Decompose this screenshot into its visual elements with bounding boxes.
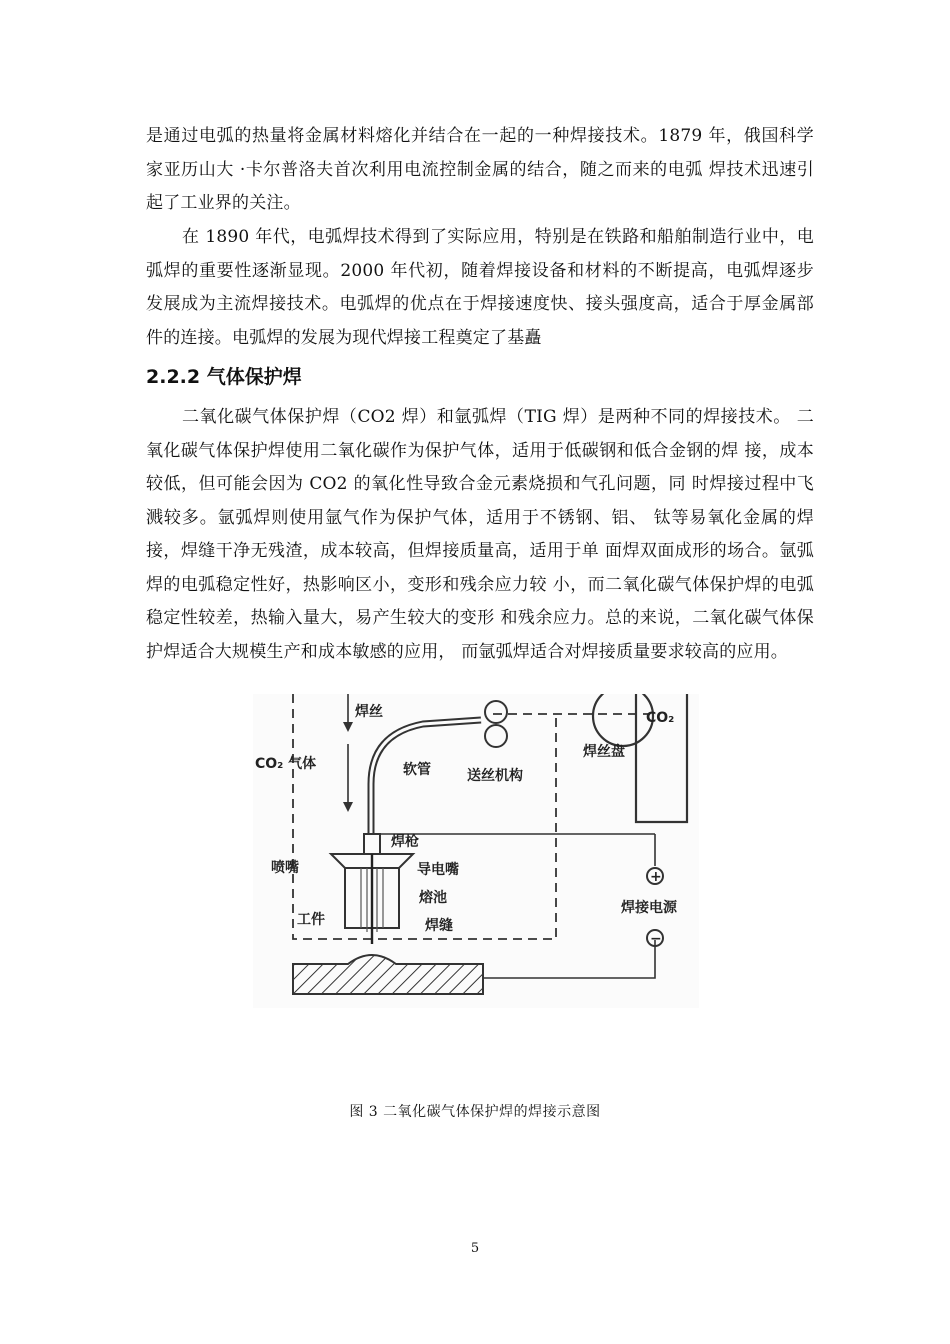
paragraph-arc-welding-history: 是通过电弧的热量将金属材料熔化并结合在一起的一种焊接技术。1879 年，俄国科学家亚历山大 ·卡尔普洛夫首次利用电流控制金属的结合，随之而来的电弧 焊技术迅速引起了工业界的关注。: [146, 126, 814, 213]
label-pool: 熔池: [419, 890, 447, 906]
paragraph-gas-shielded-welding: 二氧化碳气体保护焊（CO2 焊）和氩弧焊（TIG 焊）是两种不同的焊接技术。 二氧化碳气体保护焊使用二氧化碳作为保护气体，适用于低碳钢和低合金钢的焊 接，成本较低，但可能会因为 CO2 的氧化性导致合金元素烧损和气孔问题，同 时焊接过程中飞溅较多。氩弧焊则使用氩气作为保护气体，适用于不锈钢、铝、 钛等易氧化金属的焊接，焊缝干净无残渣，成本较高，但焊接质量高，适用于单 面焊双面成形的场合。氩弧焊的电弧稳定性好，热影响区小，变形和残余应力较 小，而二氧化碳气体保护焊的电弧稳定性较差，热输入量大，易产生较大的变形 和残余应力。总的来说，二氧化碳气体保护焊适合大规模生产和成本敏感的应用， 而氩弧焊适合对焊接质量要求较高的应用。: [146, 407, 814, 662]
plus-sign: +: [650, 869, 662, 885]
paragraph-arc-welding-development: 在 1890 年代，电弧焊技术得到了实际应用，特别是在铁路和船舶制造行业中，电弧焊的重要性逐渐显现。2000 年代初，随着焊接设备和材料的不断提高，电弧焊逐步发展成为主流焊接技术。电弧焊的优点在于焊接速度快、接头强度高，适合于厚金属部件的连接。电弧焊的发展为现代焊接工程奠定了基矗: [146, 227, 814, 348]
label-nozzle: 喷嘴: [271, 860, 299, 876]
diagram-background: [253, 694, 699, 1008]
label-cylinder: CO₂: [646, 710, 675, 726]
label-weld: 焊缝: [425, 918, 453, 934]
label-spool: 焊丝盘: [583, 744, 625, 760]
co2-welding-diagram: [253, 694, 699, 1008]
section-heading: 2.2.2 气体保护焊: [146, 366, 302, 388]
label-torch: 焊枪: [391, 834, 419, 850]
label-workpiece: 工件: [297, 912, 325, 928]
label-contact-tip: 导电嘴: [417, 862, 459, 878]
label-feeder: 送丝机构: [467, 768, 523, 784]
label-hose: 软管: [403, 762, 431, 778]
page-number: 5: [470, 1241, 480, 1256]
minus-sign: −: [650, 931, 662, 947]
label-power-source: 焊接电源: [621, 900, 677, 916]
label-co2-gas: CO₂ 气体: [255, 756, 317, 772]
label-wire: 焊丝: [355, 704, 383, 720]
figure-caption: 图 3 二氧化碳气体保护焊的焊接示意图: [349, 1104, 601, 1120]
